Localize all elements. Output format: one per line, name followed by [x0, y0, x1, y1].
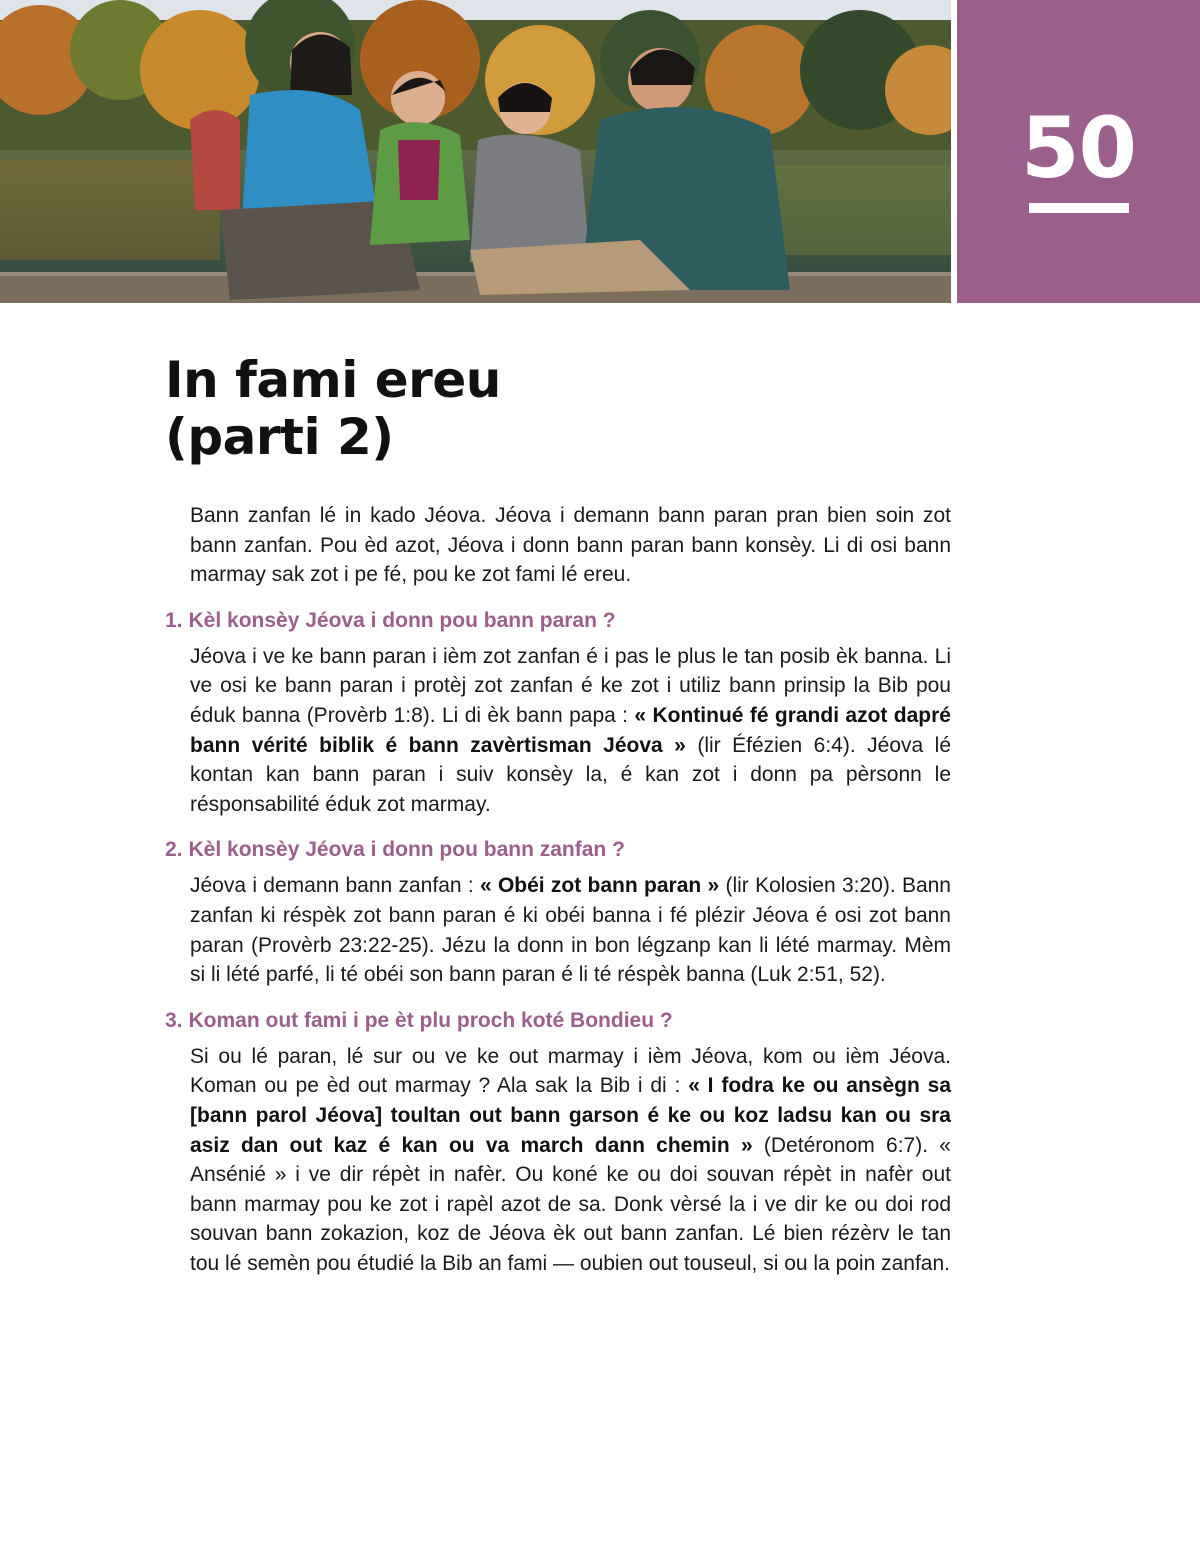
question-text: Kèl konsèy Jéova i donn pou bann paran ?	[188, 608, 616, 632]
question-number: 3.	[165, 1008, 183, 1032]
scripture-quote: « Kontinué fé grandi azot dapré bann vérité biblik é bann zavèrtisman Jéova »	[190, 703, 951, 757]
question-number: 2.	[165, 838, 183, 862]
question-text: Kèl konsèy Jéova i donn pou bann zanfan ?	[188, 838, 625, 862]
scripture-quote: « I fodra ke ou ansègn sa [bann parol Jéova] toultan out bann garson é ke ou koz ladsu kan ou sra asiz dan out kaz é kan ou va march dann chemin »	[190, 1074, 951, 1157]
question-heading	[165, 1006, 951, 1036]
answer-paragraph	[190, 1042, 951, 1279]
section-3	[165, 1006, 951, 1279]
answer-text: Si ou lé paran, lé sur ou ve ke out marmay i ièm Jéova, kom ou ièm Jéova. Koman ou pe èd out marmay ? Ala sak la Bib i di :	[190, 1044, 951, 1098]
question-heading	[165, 835, 951, 865]
answer-text: (Detéronom 6:7). « Ansénié » i ve dir répèt in nafèr. Ou koné ke ou doi souvan répèt in nafèr out bann marmay pou ke zot i rapèl azot de sa. Donk vèrsé la i ve dir ke ou doi rod souvan bann zokazion, koz de Jéova èk out bann zanfan. Lé bien rézèrv le tan tou lé semèn pou étudié la Bib an fami — oubien out touseul, si ou la poin zanfan.	[190, 1133, 951, 1275]
page-title-line-2: (parti 2)	[165, 408, 394, 466]
answer-text: (lir Éfézien 6:4). Jéova lé kontan kan bann paran i suiv konsèy la, é kan zot i donn pa pèrsonn le résponsabilité éduk zot marmay.	[190, 733, 951, 816]
section-2	[165, 835, 951, 989]
page-title-line-1: In fami ereu	[165, 351, 501, 409]
answer-text: Jéova i ve ke bann paran i ièm zot zanfan é i pas le plus le tan posib èk banna. Li ve osi ke bann paran i protèj zot zanfan é ke zot i utiliz bann prinsip la Bib pou éduk banna (Provèrb 1:8). Li di èk bann papa :	[190, 644, 951, 727]
chapter-number: 50	[1021, 99, 1136, 197]
scripture-quote: « Obéi zot bann paran »	[479, 874, 720, 898]
answer-paragraph	[190, 642, 951, 820]
header-photo	[0, 0, 951, 303]
chapter-underline	[1029, 203, 1129, 213]
question-number: 1.	[165, 608, 183, 632]
article-body	[165, 501, 951, 1278]
page-title	[165, 352, 501, 466]
answer-text: (lir Kolosien 3:20). Bann zanfan ki réspèk zot bann paran é ki obéi banna i fé plézir Jéova é osi zot bann paran (Provèrb 23:22-25). Jézu la donn in bon légzanp kan li lété marmay. Mèm si li lété parfé, li té obéi son bann paran é li té réspèk banna (Luk 2:51, 52).	[190, 874, 951, 987]
answer-text: Jéova i demann bann zanfan :	[190, 874, 480, 898]
section-1	[165, 606, 951, 820]
family-by-lake-photo	[0, 0, 951, 303]
question-heading	[165, 606, 951, 636]
intro-paragraph: Bann zanfan lé in kado Jéova. Jéova i demann bann paran pran bien soin zot bann zanfan. Pou èd azot, Jéova i donn bann paran bann konsèy. Li di osi bann marmay sak zot i pe fé, pou ke zot fami lé ereu.	[190, 504, 951, 587]
answer-paragraph	[190, 871, 951, 989]
question-text: Koman out fami i pe èt plu proch koté Bondieu ?	[188, 1008, 673, 1032]
chapter-badge	[957, 0, 1200, 303]
